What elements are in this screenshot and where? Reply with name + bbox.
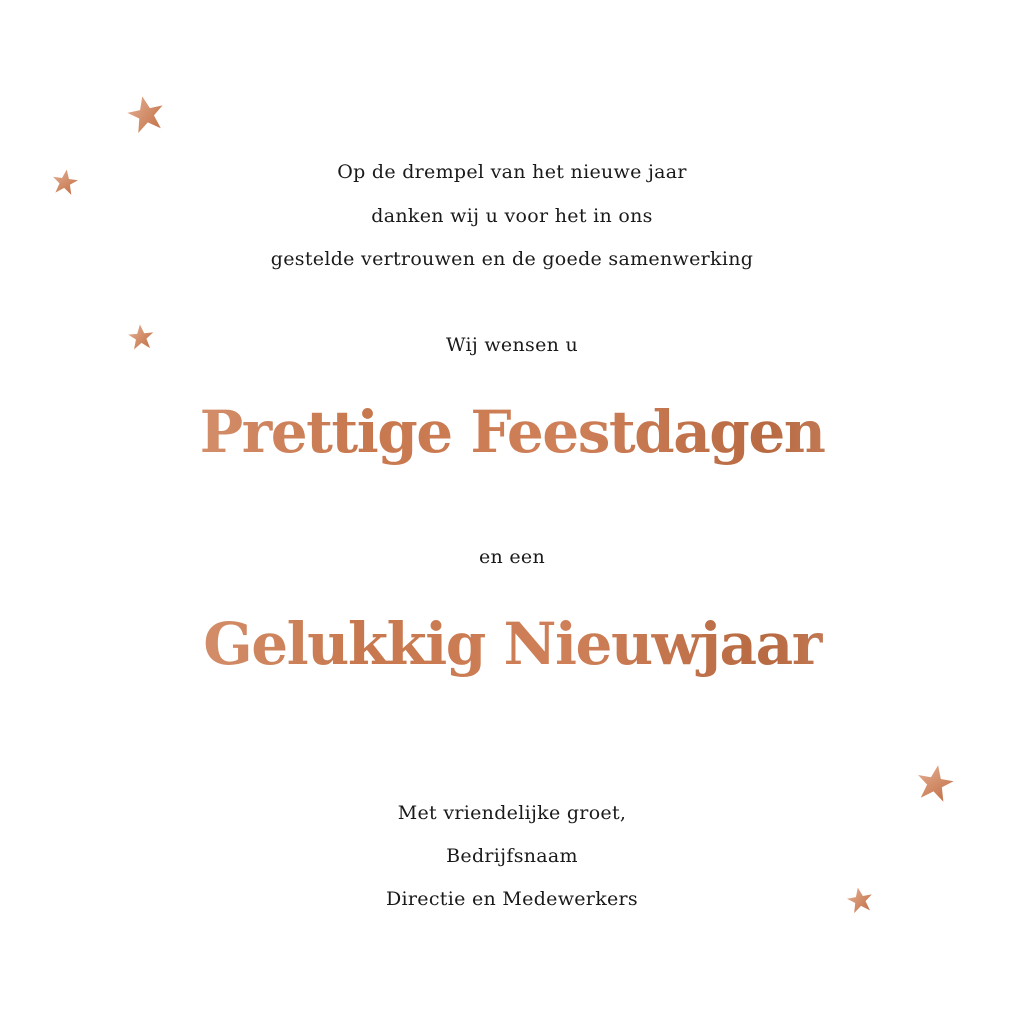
star-icon (126, 94, 166, 134)
intro-line-1: Op de drempel van het nieuwe jaar (337, 161, 687, 183)
intro-line-2: danken wij u voor het in ons (371, 205, 653, 227)
headline-feestdagen: Prettige Feestdagen (0, 398, 1024, 466)
wish-text: Wij wensen u (445, 334, 579, 356)
connector-text: en een (478, 546, 546, 568)
closing-greeting: Met vriendelijke groet, (397, 802, 627, 824)
team-signature: Directie en Medewerkers (386, 888, 638, 910)
company-name: Bedrijfsnaam (446, 845, 578, 867)
star-icon (915, 763, 955, 803)
intro-line-3: gestelde vertrouwen en de goede samenwerking (270, 248, 754, 270)
headline-nieuwjaar: Gelukkig Nieuwjaar (0, 610, 1024, 678)
